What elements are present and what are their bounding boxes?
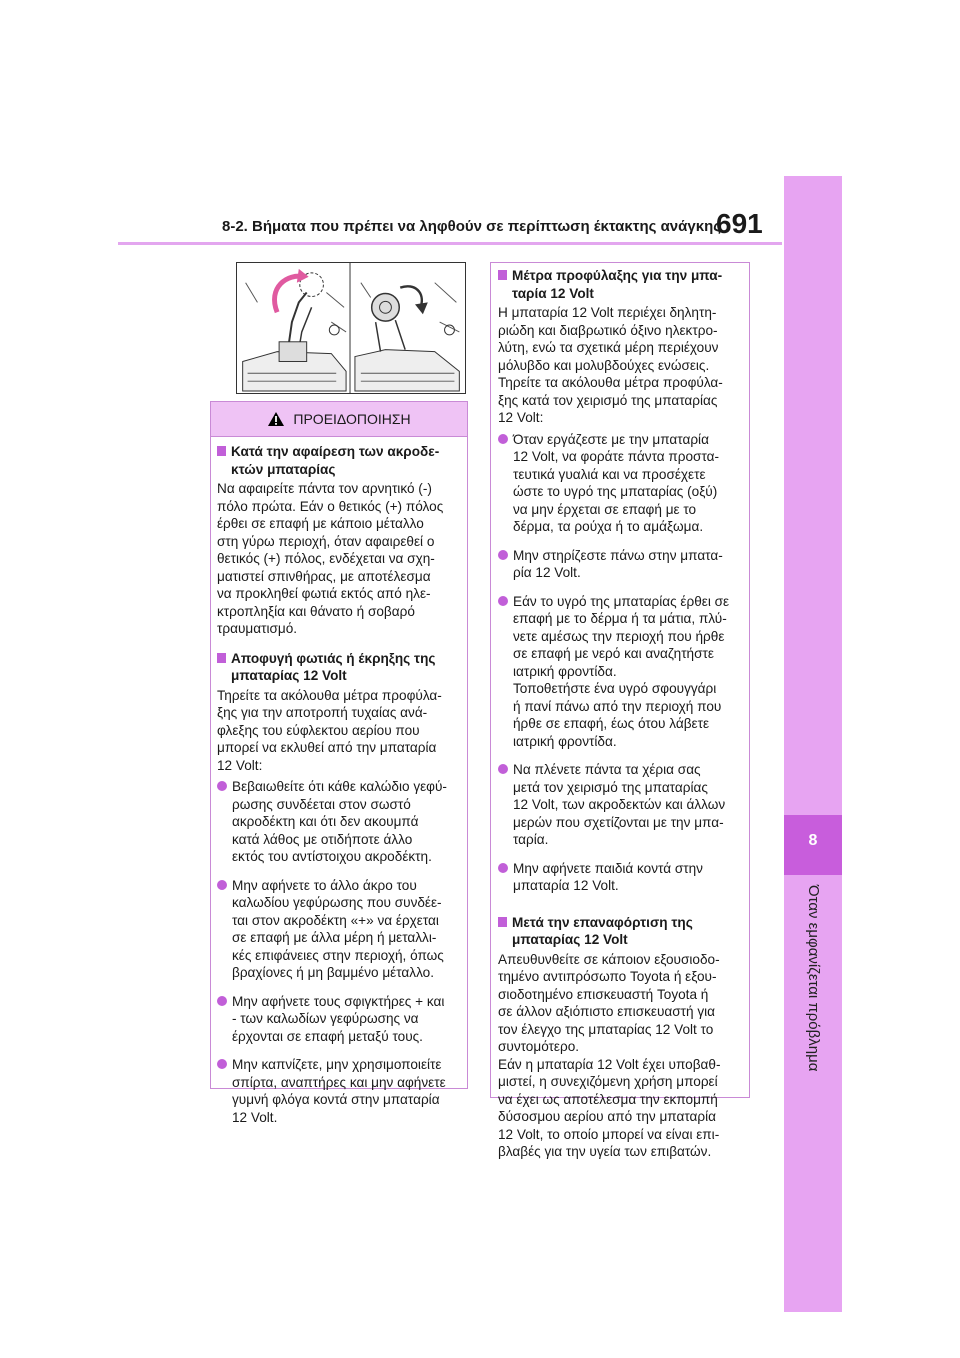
square-bullet-icon — [217, 446, 226, 456]
bullet-text: Μην αφήνετε τους σφιγκτήρες + και - των καλωδίων γεφύρωσης να έρχονται σε επαφή μεταξύ τους. — [232, 993, 445, 1044]
chapter-title: Όταν εμφανίζεται πρόβλημα — [805, 885, 822, 1072]
section-heading-text: Αποφυγή φωτιάς ή έκρηξης της μπαταρίας 12 Volt — [231, 650, 436, 683]
section-paragraph: Τηρείτε τα ακόλουθα μέτρα προφύλα- ξης για την αποτροπή τυχαίας ανά- φλεξης του εύφλεκτου αερίου που μπορεί να εκλυθεί από την μπαταρία 12 Volt: — [217, 687, 442, 773]
section-heading-text: Μέτρα προφύλαξης για την μπα- ταρία 12 Volt — [512, 268, 723, 301]
battery-terminal-illustration — [236, 262, 466, 394]
round-bullet-icon — [498, 764, 508, 774]
chapter-side-tab — [784, 176, 842, 1312]
round-bullet-icon — [498, 434, 508, 444]
section-heading — [498, 267, 743, 302]
round-bullet-icon — [498, 596, 508, 606]
square-bullet-icon — [498, 270, 507, 280]
page-number: 691 — [716, 208, 763, 239]
round-bullet-icon — [217, 996, 227, 1006]
section-paragraph: Απευθυνθείτε σε κάποιον εξουσιοδο- τημένο αντιπρόσωπο Toyota ή εξου- σιοδοτημένο επισκευαστή Toyota ή σε άλλον αξιόπιστο επισκευαστή για τον έλεγχο της μπαταρίας 12 Volt το συντομότερο. Εάν η μπαταρία 12 Volt έχει υποβαθ- μιστεί, η συνεχιζόμενη χρήση μπορεί να έχει ως αποτέλεσμα την εκπομπή δύσοσμου αερίου από την μπαταρία 12 Volt, το οποίο μπορεί να είναι επι- βλαβές για την υγεία των επιβατών. — [498, 951, 721, 1159]
bullet-text: Όταν εργάζεστε με την μπαταρία 12 Volt, να φοράτε πάντα προστα- τευτικά γυαλιά και να προσέχετε ώστε το υγρό της μπαταρίας (οξύ) να μην έρχεται σε επαφή με το δέρμα, τα ρούχα ή το αμάξωμα. — [513, 431, 720, 534]
header-rule — [118, 242, 782, 245]
battery-precautions-box — [490, 262, 750, 1159]
bullet-item — [498, 860, 743, 895]
warning-title: ΠΡΟΕΙΔΟΠΟΙΗΣΗ — [293, 411, 411, 427]
bullet-item — [498, 431, 743, 536]
section-spacer — [498, 1165, 743, 1173]
square-bullet-icon — [217, 653, 226, 663]
section-spacer — [217, 1137, 461, 1145]
bullet-text: Βεβαιωθείτε ότι κάθε καλώδιο γεφύ- ρωσης συνδέεται στον σωστό ακροδέκτη και ότι δεν ακουμπά κατά λάθος με οτιδήποτε άλλο εκτός του αντίστοιχου ακροδέκτη. — [232, 779, 447, 864]
bullet-item — [498, 547, 743, 582]
bullet-text: Εάν το υγρό της μπαταρίας έρθει σε επαφή με το δέρμα ή τα μάτια, πλύ- νετε αμέσως την περιοχή που ήρθε σε επαφή με νερό και αναζητήστε ιατρική φροντίδα. Τοποθετήστε ένα υγρό σφουγγάρι ή πανί πάνω από την περιοχή που ήρθε σε επαφή, έως ότου λάβετε ιατρική φροντίδα. — [513, 593, 730, 749]
battery-terminal-drawing — [237, 263, 465, 393]
section-heading-text: Κατά την αφαίρεση των ακροδε- κτών μπαταρίας — [231, 444, 440, 477]
warning-triangle-icon — [267, 411, 285, 427]
header-title: 8-2. Βήματα που πρέπει να ληφθούν σε περίπτωση έκτακτης ανάγκης — [222, 218, 722, 235]
round-bullet-icon — [217, 1059, 227, 1069]
bullet-text: Μην αφήνετε το άλλο άκρο του καλωδίου γεφύρωσης που συνδέε- ται στον ακροδέκτη «+» να έρχεται σε επαφή με άλλα μέρη ή μεταλλι- κές επιφάνειες στην περιοχή, όπως βραχίονες ή μη βαμμένο μέταλλο. — [232, 877, 444, 980]
bullet-item — [498, 593, 743, 751]
square-bullet-icon — [498, 917, 507, 927]
warning-body — [211, 437, 467, 1145]
bullet-text: Μην στηρίζεστε πάνω στην μπατα- ρία 12 Volt. — [513, 547, 723, 580]
section-heading — [217, 650, 461, 685]
bullet-item — [217, 1056, 461, 1126]
round-bullet-icon — [498, 550, 508, 560]
section-heading — [498, 914, 743, 949]
section-heading-text: Μετά την επαναφόρτιση της μπαταρίας 12 Volt — [512, 914, 693, 947]
section-paragraph: Να αφαιρείτε πάντα τον αρνητικό (-) πόλο πρώτα. Εάν ο θετικός (+) πόλος έρθει σε επαφή με κάποιο μέταλλο στη γύρω περιοχή, όταν αφαιρεθεί ο θετικός (+) πόλος, ενδέχεται να σχη- ματιστεί σπινθήρας, με αποτέλεσμα να προκληθεί φωτιά εκτός από ηλε- κτροπληξία και θάνατο ή σοβαρό τραυματισμό. — [217, 481, 444, 636]
round-bullet-icon — [498, 863, 508, 873]
warning-box — [210, 401, 468, 1125]
section-spacer — [498, 906, 743, 914]
round-bullet-icon — [217, 781, 227, 791]
section-heading — [217, 443, 461, 478]
bullet-text: Μην καπνίζετε, μην χρησιμοποιείτε σπίρτα, αναπτήρες και μην αφήνετε γυμνή φλόγα κοντά στην μπαταρία 12 Volt. — [232, 1057, 446, 1125]
section-paragraph: Η μπαταρία 12 Volt περιέχει δηλητη- ριώδη και διαβρωτικό όξινο ηλεκτρο- λύτη, ενώ τα σχετικά μέρη περιέχουν μόλυβδο και μολυβδούχες ενώσεις. Τηρείτε τα ακόλουθα μέτρα προφύλα- ξης κατά τον χειρισμό της μπαταρίας 12 Volt: — [498, 305, 723, 425]
section-spacer — [217, 642, 461, 650]
bullet-item — [217, 778, 461, 866]
bullet-item — [217, 993, 461, 1046]
bullet-text: Να πλένετε πάντα τα χέρια σας μετά τον χειρισμό της μπαταρίας 12 Volt, των ακροδεκτών και άλλων μερών που σχετίζονται με την μπα- ταρία. — [513, 762, 726, 847]
bullet-text: Μην αφήνετε παιδιά κοντά στην μπαταρία 12 Volt. — [513, 860, 703, 893]
round-bullet-icon — [217, 880, 227, 890]
bullet-item — [217, 877, 461, 982]
warning-header — [211, 402, 467, 437]
bullet-item — [498, 761, 743, 849]
chapter-number: 8 — [808, 832, 818, 849]
